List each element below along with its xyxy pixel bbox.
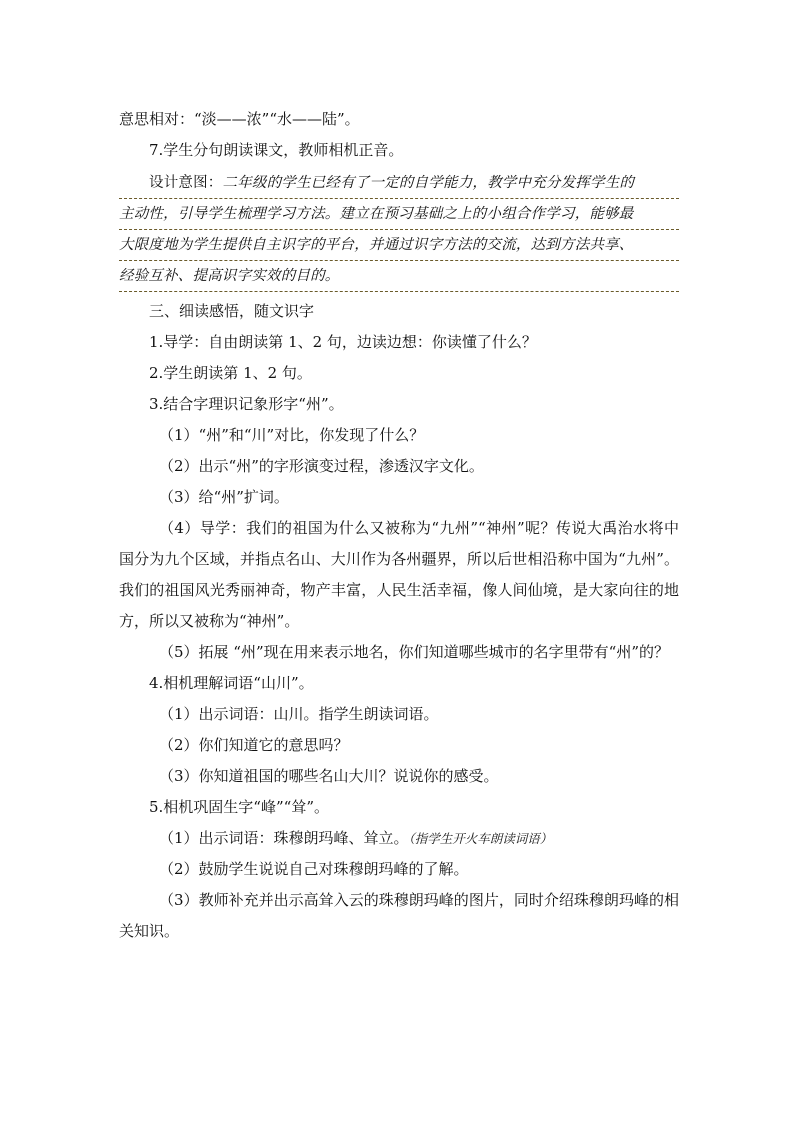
step-3-5: （5）拓展 “州”现在用来表示地名，你们知道哪些城市的名字里带有“州”的？ bbox=[159, 643, 669, 661]
step-3-4: （4）导学：我们的祖国为什么又被称为“九州”“神州”呢？传说大禹治水将中国分为九个区域，并指点名山、大川作为各州疆界，所以后世相沿称中国为“九州”。我们的祖国风光秀丽神奇，物产丰富，人民生活幸福，像人间仙境，是大家向往的地方，所以又被称为“神州”。 bbox=[119, 519, 679, 630]
step-4-2: （2）你们知道它的意思吗？ bbox=[159, 736, 349, 754]
section-heading-3: 三、细读感悟，随文识字 bbox=[149, 302, 315, 320]
design-intent-block bbox=[119, 168, 679, 292]
step-4: 4.相机理解词语“山川”。 bbox=[149, 674, 314, 692]
step-5-1: （1）出示词语：珠穆朗玛峰、耸立。（指学生开火车朗读词语） bbox=[159, 829, 553, 847]
step-2: 2.学生朗读第 1、2 句。 bbox=[149, 364, 312, 382]
step-3: 3.结合字理识记象形字“州”。 bbox=[149, 395, 344, 413]
text-line: 意思相对：“淡——浓”“水——陆”。 bbox=[119, 110, 360, 128]
design-intent-line-1: 设计意图：二年级的学生已经有了一定的自学能力，教学中充分发挥学生的 bbox=[119, 168, 679, 199]
step-5-2: （2）鼓励学生说说自己对珠穆朗玛峰的了解。 bbox=[159, 860, 469, 878]
step-3-2: （2）出示“州”的字形演变过程，渗透汉字文化。 bbox=[159, 457, 484, 475]
document-body bbox=[119, 104, 679, 947]
design-intent-line-2: 主动性，引导学生梳理学习方法。建立在预习基础之上的小组合作学习，能够最 bbox=[119, 199, 679, 230]
step-3-1: （1）“州”和“川”对比，你发现了什么？ bbox=[159, 426, 425, 444]
step-5-1-note: （指学生开火车朗读词语） bbox=[408, 831, 553, 846]
design-intent-label: 设计意图： bbox=[149, 175, 223, 191]
step-4-3: （3）你知道祖国的哪些名山大川？说说你的感受。 bbox=[159, 767, 499, 785]
step-5: 5.相机巩固生字“峰”“耸”。 bbox=[149, 798, 329, 816]
step-4-1: （1）出示词语：山川。指学生朗读词语。 bbox=[159, 705, 439, 723]
step-1: 1.导学：自由朗读第 1、2 句，边读边想：你读懂了什么？ bbox=[149, 333, 537, 351]
step-7: 7.学生分句朗读课文，教师相机正音。 bbox=[149, 141, 404, 159]
step-3-3: （3）给“州”扩词。 bbox=[159, 488, 289, 506]
step-5-3: （3）教师补充并出示高耸入云的珠穆朗玛峰的图片，同时介绍珠穆朗玛峰的相关知识。 bbox=[119, 891, 679, 940]
design-intent-line-4: 经验互补、提高识字实效的目的。 bbox=[119, 261, 679, 292]
design-intent-line-3: 大限度地为学生提供自主识字的平台，并通过识字方法的交流，达到方法共享、 bbox=[119, 230, 679, 261]
